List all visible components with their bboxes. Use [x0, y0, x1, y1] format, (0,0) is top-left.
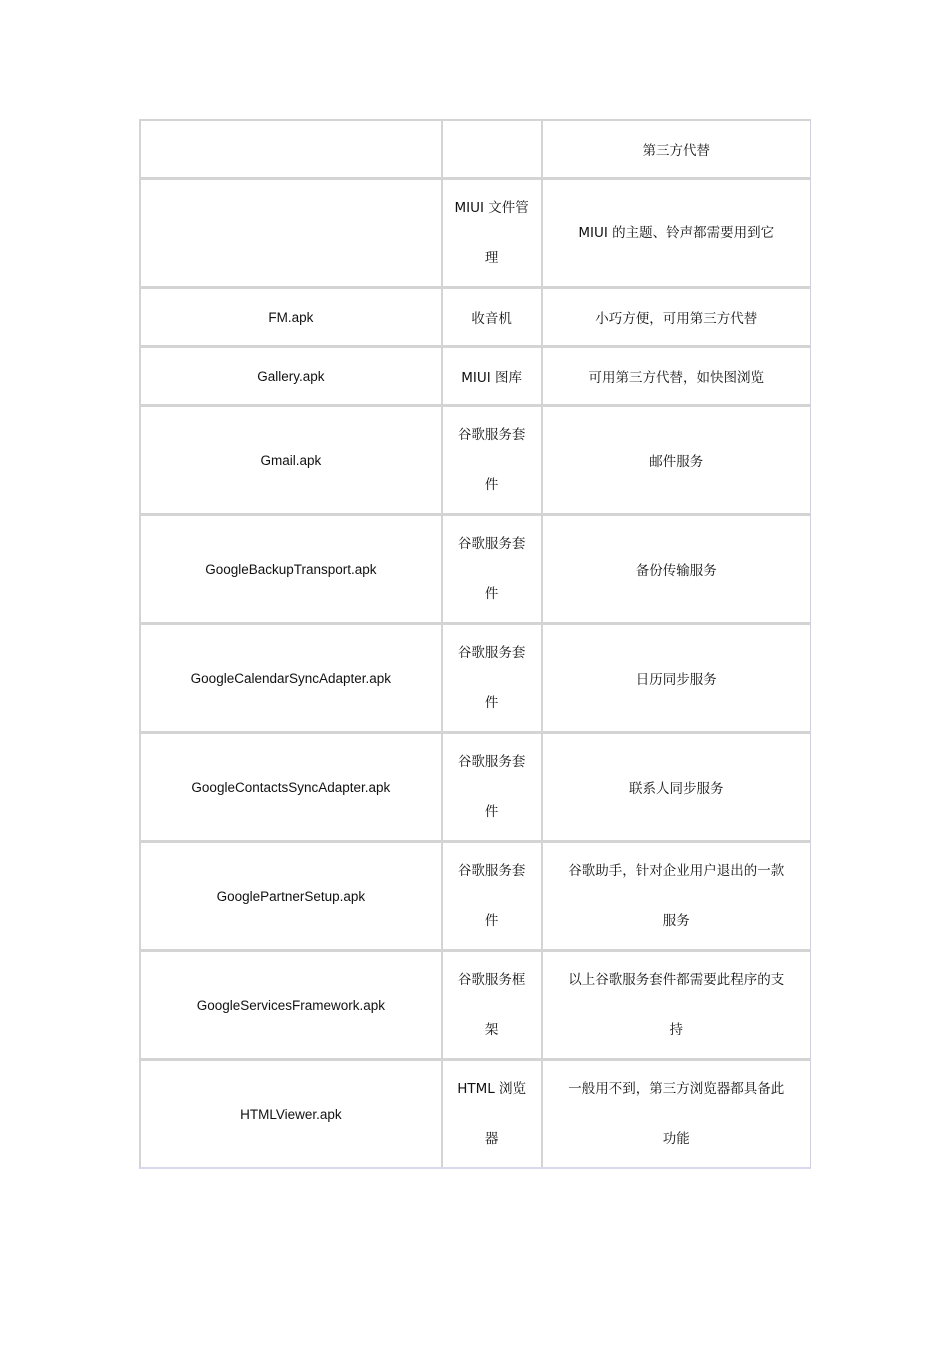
desc-line-1: 谷歌服务套: [457, 645, 526, 661]
desc-line-1: MIUI 文件管: [454, 200, 529, 216]
header-desc-cell: [443, 121, 543, 180]
desc-line-2: 架: [484, 1022, 499, 1038]
note-cell: 联系人同步服务: [543, 734, 810, 843]
apk-name-cell: Gmail.apk: [141, 407, 443, 516]
desc-line-2: 器: [484, 1131, 499, 1147]
note-line-2: 持: [669, 1022, 684, 1038]
desc-cell: MIUI 图库: [443, 348, 543, 407]
apk-name-cell: FM.apk: [141, 289, 443, 348]
note-cell: [543, 952, 810, 1061]
note-cell: 日历同步服务: [543, 625, 810, 734]
apk-table: [139, 119, 811, 1169]
note-cell: 可用第三方代替，如快图浏览: [543, 348, 810, 407]
desc-line-1: 谷歌服务套: [457, 427, 526, 443]
apk-name-cell: GoogleContactsSyncAdapter.apk: [141, 734, 443, 843]
desc-cell: [443, 843, 543, 952]
table-row: [141, 734, 810, 843]
apk-name-cell: GoogleServicesFramework.apk: [141, 952, 443, 1061]
note-line-2: 服务: [662, 913, 690, 929]
desc-line-1: 谷歌服务套: [457, 863, 526, 879]
desc-line-2: 件: [484, 586, 499, 602]
note-cell: 邮件服务: [543, 407, 810, 516]
apk-name-cell: HTMLViewer.apk: [141, 1061, 443, 1167]
desc-cell: [443, 407, 543, 516]
note-cell: 小巧方便，可用第三方代替: [543, 289, 810, 348]
desc-line-2: 件: [484, 695, 499, 711]
note-line-1: 谷歌助手，针对企业用户退出的一款: [568, 863, 785, 879]
header-name-cell: [141, 121, 443, 180]
desc-line-2: 件: [484, 913, 499, 929]
desc-cell: [443, 1061, 543, 1167]
note-cell: [543, 843, 810, 952]
apk-name-cell: Gallery.apk: [141, 348, 443, 407]
apk-name-cell: GoogleBackupTransport.apk: [141, 516, 443, 625]
note-line-1: 以上谷歌服务套件都需要此程序的支: [568, 972, 785, 988]
desc-line-2: 件: [484, 477, 499, 493]
table-row: [141, 348, 810, 407]
apk-name-cell: GooglePartnerSetup.apk: [141, 843, 443, 952]
note-cell: 备份传输服务: [543, 516, 810, 625]
desc-line-1: 谷歌服务套: [457, 754, 526, 770]
desc-line-1: 谷歌服务套: [457, 536, 526, 552]
header-note-cell: 第三方代替: [543, 121, 810, 180]
table-row: [141, 625, 810, 734]
desc-cell: [443, 516, 543, 625]
table-row: [141, 289, 810, 348]
desc-cell: [443, 952, 543, 1061]
note-cell: [543, 1061, 810, 1167]
table-header-row: [141, 121, 810, 180]
table-row: [141, 407, 810, 516]
apk-name-cell: GoogleCalendarSyncAdapter.apk: [141, 625, 443, 734]
table-row: [141, 180, 810, 289]
note-line-1: MIUI 的主题、铃声都需要用到它: [578, 225, 775, 241]
desc-cell: [443, 734, 543, 843]
desc-cell: 收音机: [443, 289, 543, 348]
desc-line-2: 理: [484, 250, 499, 266]
desc-cell: [443, 180, 543, 289]
note-line-1: 一般用不到，第三方浏览器都具备此: [568, 1081, 785, 1097]
note-cell: [543, 180, 810, 289]
desc-cell: [443, 625, 543, 734]
table-row: [141, 1061, 810, 1167]
desc-line-2: 件: [484, 804, 499, 820]
table-row: [141, 952, 810, 1061]
note-line-2: 功能: [662, 1131, 690, 1147]
table-row: [141, 516, 810, 625]
table-row: [141, 843, 810, 952]
desc-line-1: 谷歌服务框: [457, 972, 526, 988]
desc-line-1: HTML 浏览: [457, 1081, 527, 1097]
apk-name-cell: [141, 180, 443, 289]
